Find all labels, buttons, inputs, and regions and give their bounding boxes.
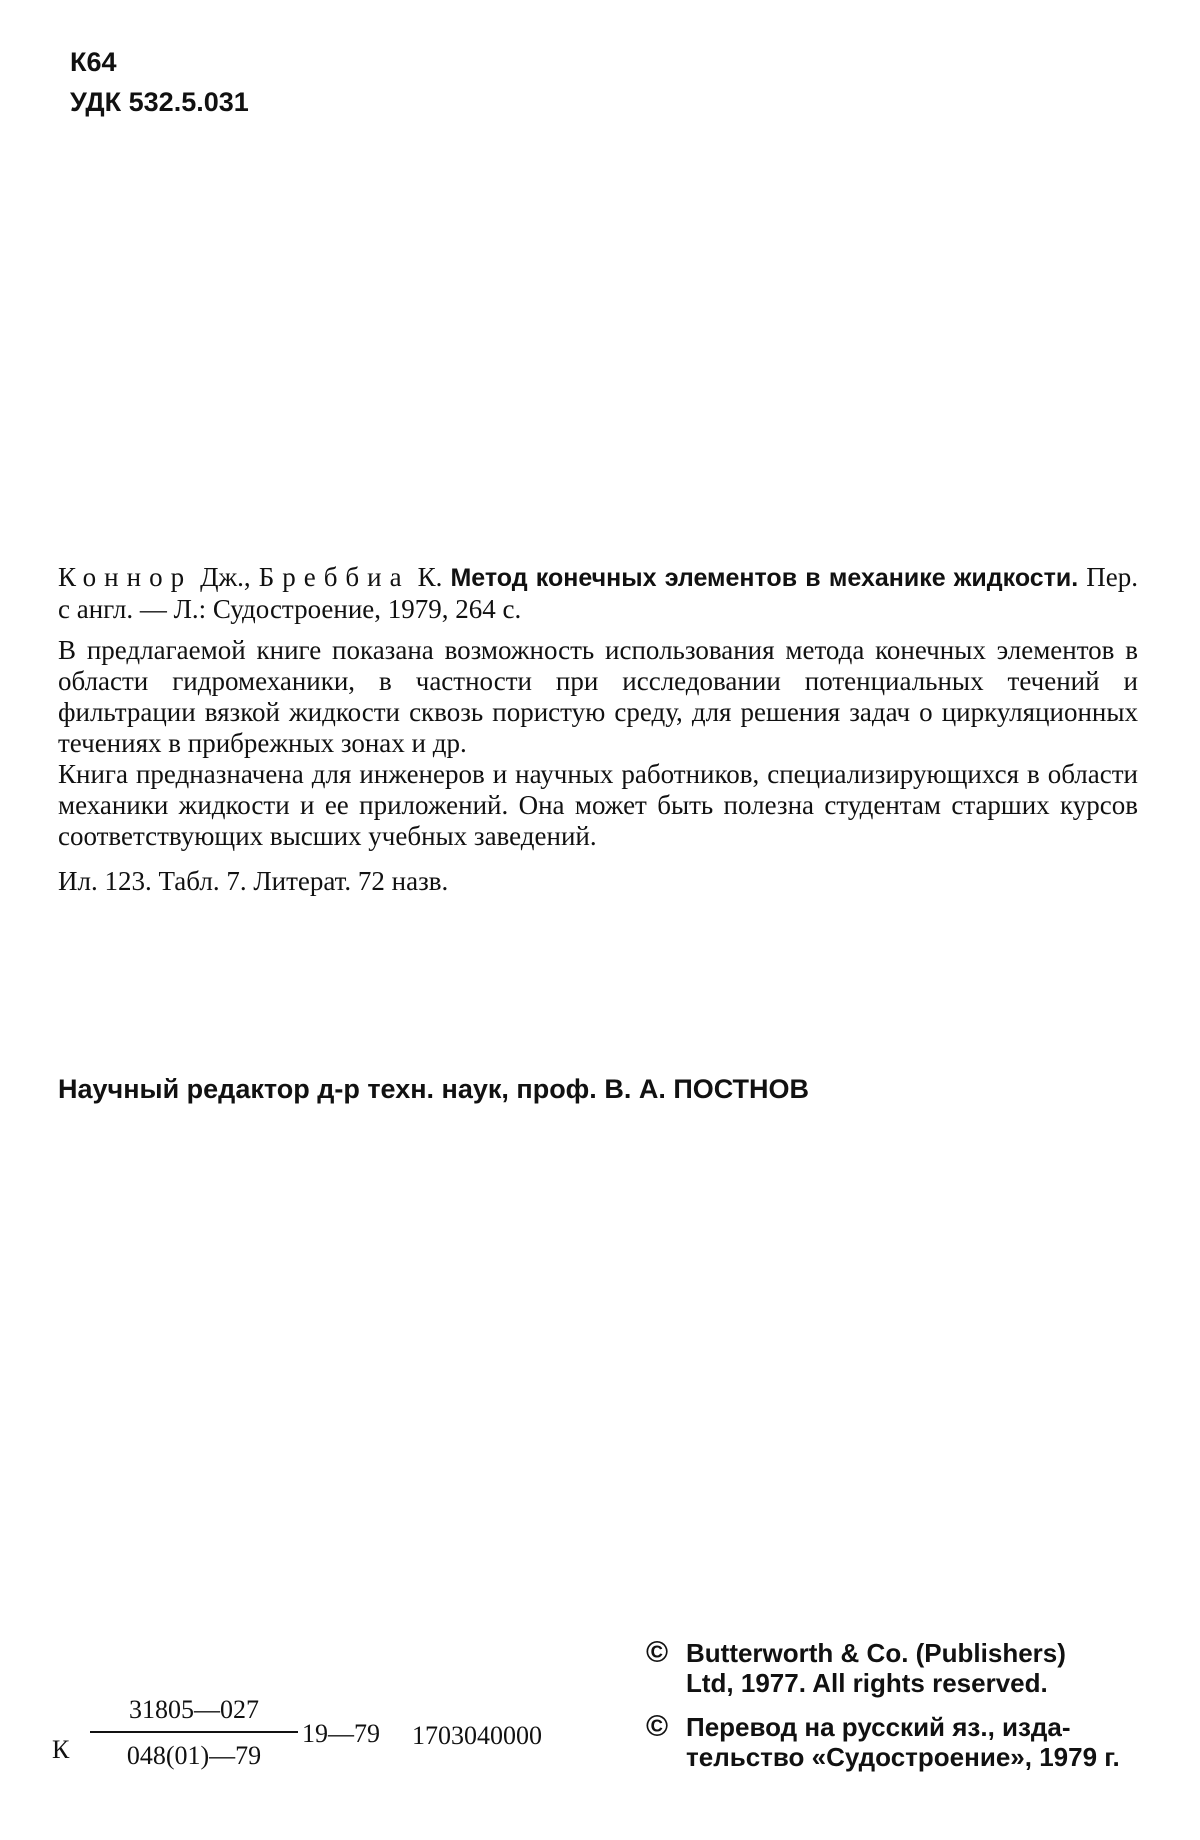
book-title-part1: Метод конечных элементов в механике xyxy=(450,564,946,592)
copyright-icon: © xyxy=(646,1710,669,1743)
author2-surname: Бреббиа xyxy=(258,562,410,592)
original-copyright xyxy=(646,1638,1146,1698)
annotation-paragraph-2: Книга предназначена для инженеров и научных работников, специализирующихся в области механики жидкости и ее приложений. Она может быть полезна студентам старших курсов соответствующих высших учебных заведений. xyxy=(58,759,1138,851)
author2-initials: К. xyxy=(417,562,443,592)
header-codes xyxy=(70,42,249,122)
translation-copyright-line1: Перевод на русский яз., изда- xyxy=(686,1712,1071,1742)
illustrations-note: Ил. 123. Табл. 7. Литерат. 72 назв. xyxy=(58,866,449,896)
original-copyright-line2: Ltd, 1977. All rights reserved. xyxy=(686,1668,1048,1698)
scientific-editor: Научный редактор д-р техн. наук, проф. В. А. ПОСТНОВ xyxy=(58,1074,810,1104)
translation-copyright-line2: тельство «Судостроение», 1979 г. xyxy=(686,1742,1120,1772)
author1-initials: Дж., xyxy=(200,562,251,592)
author1-surname: Коннор xyxy=(58,562,193,592)
classification-suffix: 19—79 xyxy=(302,1719,380,1748)
classification-denominator: 048(01)—79 xyxy=(126,1741,262,1770)
classification-letter: К xyxy=(52,1735,70,1764)
original-copyright-line1: Butterworth & Co. (Publishers) xyxy=(686,1638,1066,1668)
citation xyxy=(58,562,1138,625)
classification-index xyxy=(52,1695,572,1805)
library-code: К64 xyxy=(70,47,117,77)
annotation-paragraph-1: В предлагаемой книге показана возможность использования метода конечных элементов в области гидромеханики, в частности при исследовании потенциальных течений и фильтрации вязкой жидкости сквозь пористую среду, для решения задач о циркуляционных течениях в прибрежных зонах и др. xyxy=(58,635,1138,758)
copyright-block xyxy=(646,1638,1146,1786)
imprint: Пер. с англ. — Л.: Судостроение, 1979, 264 с. xyxy=(58,562,1139,624)
classification-code: 1703040000 xyxy=(412,1721,542,1750)
book-title-part2: жидкости. xyxy=(953,564,1079,592)
classification-numerator: 31805—027 xyxy=(129,1695,259,1724)
copyright-icon: © xyxy=(646,1636,669,1669)
udk-code: УДК 532.5.031 xyxy=(70,87,249,117)
fraction-rule xyxy=(90,1731,298,1733)
bibliographic-description xyxy=(58,562,1138,897)
translation-copyright xyxy=(646,1712,1146,1772)
